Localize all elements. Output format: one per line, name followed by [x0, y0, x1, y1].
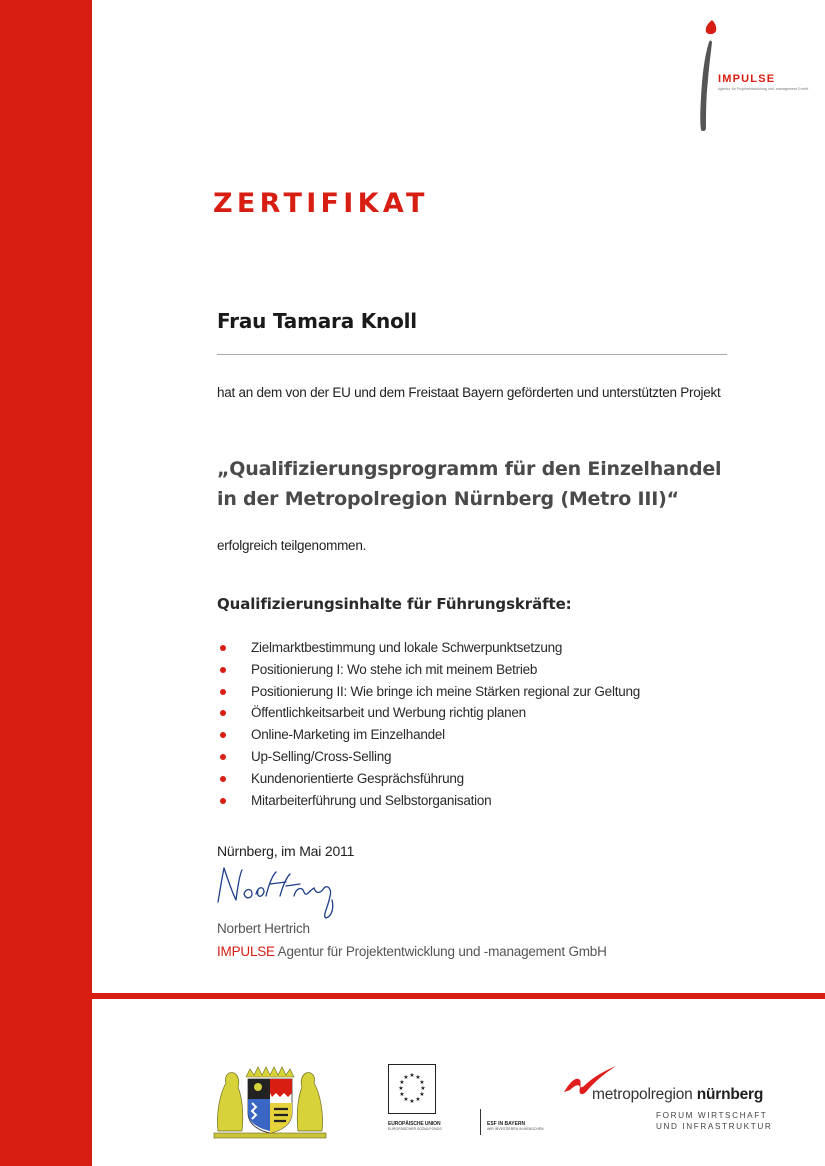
list-item: Zielmarktbestimmung und lokale Schwerpunktsetzung	[217, 637, 640, 659]
bullet-icon	[220, 689, 226, 695]
esf-bayern-label: ESF IN BAYERN	[487, 1121, 526, 1127]
impulse-brand: IMPULSE	[718, 73, 776, 85]
place-date: Nürnberg, im Mai 2011	[217, 843, 355, 859]
completion-text: erfolgreich teilgenommen.	[217, 538, 367, 553]
svg-text:★: ★	[419, 1079, 425, 1086]
svg-text:★: ★	[398, 1085, 404, 1092]
list-item: Mitarbeiterführung und Selbstorganisation	[217, 790, 640, 812]
svg-text:★: ★	[403, 1096, 409, 1103]
svg-text:★: ★	[419, 1091, 425, 1098]
bullet-icon	[220, 798, 226, 804]
esf-slogan: WIR INVESTIEREN IN MENSCHEN	[487, 1127, 544, 1131]
list-item: Öffentlichkeitsarbeit und Werbung richtig planen	[217, 702, 640, 724]
list-item: Up-Selling/Cross-Selling	[217, 746, 640, 768]
svg-text:★: ★	[415, 1074, 421, 1081]
topics-list	[217, 637, 640, 811]
eu-esf-logo	[388, 1064, 568, 1144]
svg-text:★: ★	[399, 1091, 405, 1098]
red-sidebar-band	[0, 0, 92, 1166]
intro-text: hat an dem von der EU und dem Freistaat Bayern geförderten und unterstützten Projekt	[217, 385, 721, 400]
signature-icon	[210, 860, 360, 920]
program-title-line-2: in der Metropolregion Nürnberg (Metro III)“	[217, 488, 679, 510]
bullet-icon	[220, 710, 226, 716]
bavarian-coat-of-arms-icon	[212, 1063, 332, 1141]
svg-text:★: ★	[403, 1074, 409, 1081]
svg-text:★: ★	[420, 1085, 426, 1092]
name-underline	[217, 354, 727, 355]
program-title-line-1: „Qualifizierungsprogramm für den Einzelhandel	[217, 458, 722, 480]
svg-text:★: ★	[399, 1079, 405, 1086]
eu-divider	[480, 1109, 481, 1135]
metropolregion-logo	[560, 1060, 820, 1140]
organization-line	[217, 944, 607, 959]
list-item: Online-Marketing im Einzelhandel	[217, 724, 640, 746]
metropolregion-name: metropolregion nürnberg	[592, 1086, 764, 1103]
eu-label: EUROPÄISCHE UNION	[388, 1121, 441, 1127]
certificate-title: ZERTIFIKAT	[213, 188, 429, 219]
bullet-icon	[220, 754, 226, 760]
esf-fund-label: EUROPÄISCHER SOZIALFONDS	[388, 1127, 442, 1131]
org-name: Agentur für Projektentwicklung und -management GmbH	[274, 944, 607, 959]
svg-text:★: ★	[409, 1098, 415, 1105]
program-title	[217, 454, 777, 514]
bullet-icon	[220, 645, 226, 651]
topics-heading: Qualifizierungsinhalte für Führungskräfte:	[217, 595, 572, 613]
org-brand: IMPULSE	[217, 944, 275, 959]
bullet-icon	[220, 732, 226, 738]
bullet-icon	[220, 776, 226, 782]
metropolregion-subtitle: FORUM WIRTSCHAFT UND INFRASTRUKTUR	[656, 1111, 773, 1131]
recipient-name: Frau Tamara Knoll	[217, 309, 417, 333]
list-item: Positionierung II: Wie bringe ich meine Stärken regional zur Geltung	[217, 681, 640, 703]
svg-text:★: ★	[409, 1072, 415, 1079]
footer-divider	[92, 993, 825, 999]
impulse-logo	[678, 18, 818, 138]
list-item: Kundenorientierte Gesprächsführung	[217, 768, 640, 790]
list-item: Positionierung I: Wo stehe ich mit meinem Betrieb	[217, 659, 640, 681]
eu-flag-icon	[388, 1064, 436, 1114]
impulse-subtitle: Agentur für Projektentwicklung und -management GmbH	[718, 87, 809, 91]
bullet-icon	[220, 667, 226, 673]
svg-text:★: ★	[415, 1096, 421, 1103]
signer-name: Norbert Hertrich	[217, 921, 310, 936]
